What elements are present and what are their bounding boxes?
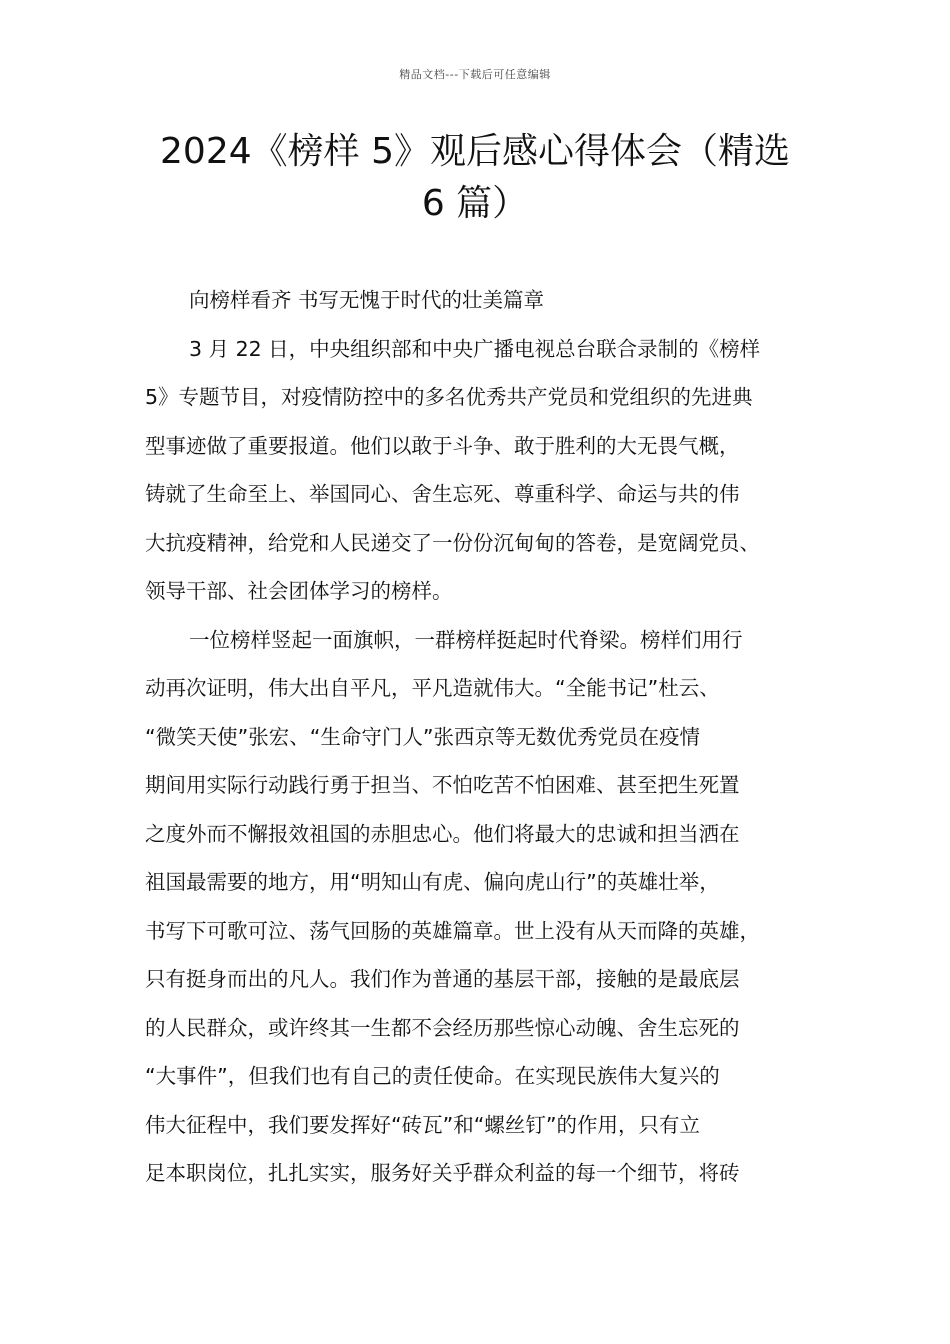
paragraph-2-line: “大事件”，但我们也有自己的责任使命。在实现民族伟大复兴的 — [145, 1064, 720, 1088]
paragraph-2-line: 只有挺身而出的凡人。我们作为普通的基层干部，接触的是最底层 — [145, 967, 740, 991]
paragraph-1-line: 领导干部、社会团体学习的榜样。 — [145, 579, 453, 603]
paragraph-2-line: 足本职岗位，扎扎实实，服务好关乎群众利益的每一个细节，将砖 — [145, 1161, 740, 1185]
paragraph-2-line: “微笑天使”张宏、“生命守门人”张西京等无数优秀党员在疫情 — [145, 724, 700, 749]
subheading: 向榜样看齐 书写无愧于时代的壮美篇章 — [189, 288, 545, 312]
paragraph-2-line: 之度外而不懈报效祖国的赤胆忠心。他们将最大的忠诚和担当洒在 — [145, 821, 740, 846]
paragraph-1-line: 3 月 22 日，中央组织部和中央广播电视总台联合录制的《榜样 — [189, 336, 761, 361]
paragraph-2-line: 的人民群众，或许终其一生都不会经历那些惊心动魄、舍生忘死的 — [145, 1015, 740, 1040]
paragraph-2-line: 动再次证明，伟大出自平凡，平凡造就伟大。“全能书记”杜云、 — [145, 676, 720, 700]
paragraph-2-line: 书写下可歌可泣、荡气回肠的英雄篇章。世上没有从天而降的英雄， — [145, 918, 760, 943]
paragraph-2-line: 期间用实际行动践行勇于担当、不怕吃苦不怕困难、甚至把生死置 — [145, 773, 740, 797]
paragraph-1-line: 大抗疫精神，给党和人民递交了一份份沉甸甸的答卷，是宽阔党员、 — [145, 530, 760, 555]
title-line-2: 6 篇） — [421, 183, 529, 224]
header-note: 精品文档---下载后可任意编辑 — [399, 68, 551, 81]
paragraph-1-line: 铸就了生命至上、举国同心、舍生忘死、尊重科学、命运与共的伟 — [145, 482, 740, 506]
paragraph-2-line: 一位榜样竖起一面旗帜，一群榜样挺起时代脊梁。榜样们用行 — [189, 627, 743, 652]
document-title — [120, 126, 830, 230]
title-line-1: 2024《榜样 5》观后感心得体会（精选 — [160, 131, 790, 172]
document-body — [145, 282, 835, 1204]
paragraph-2-line: 伟大征程中，我们要发挥好“砖瓦”和“螺丝钉”的作用，只有立 — [145, 1112, 700, 1137]
paragraph-2-line: 祖国最需要的地方，用“明知山有虎、偏向虎山行”的英雄壮举， — [145, 870, 720, 894]
paragraph-1-line: 型事迹做了重要报道。他们以敢于斗争、敢于胜利的大无畏气概， — [145, 433, 740, 458]
paragraph-1-line: 5》专题节目，对疫情防控中的多名优秀共产党员和党组织的先进典 — [145, 385, 753, 409]
